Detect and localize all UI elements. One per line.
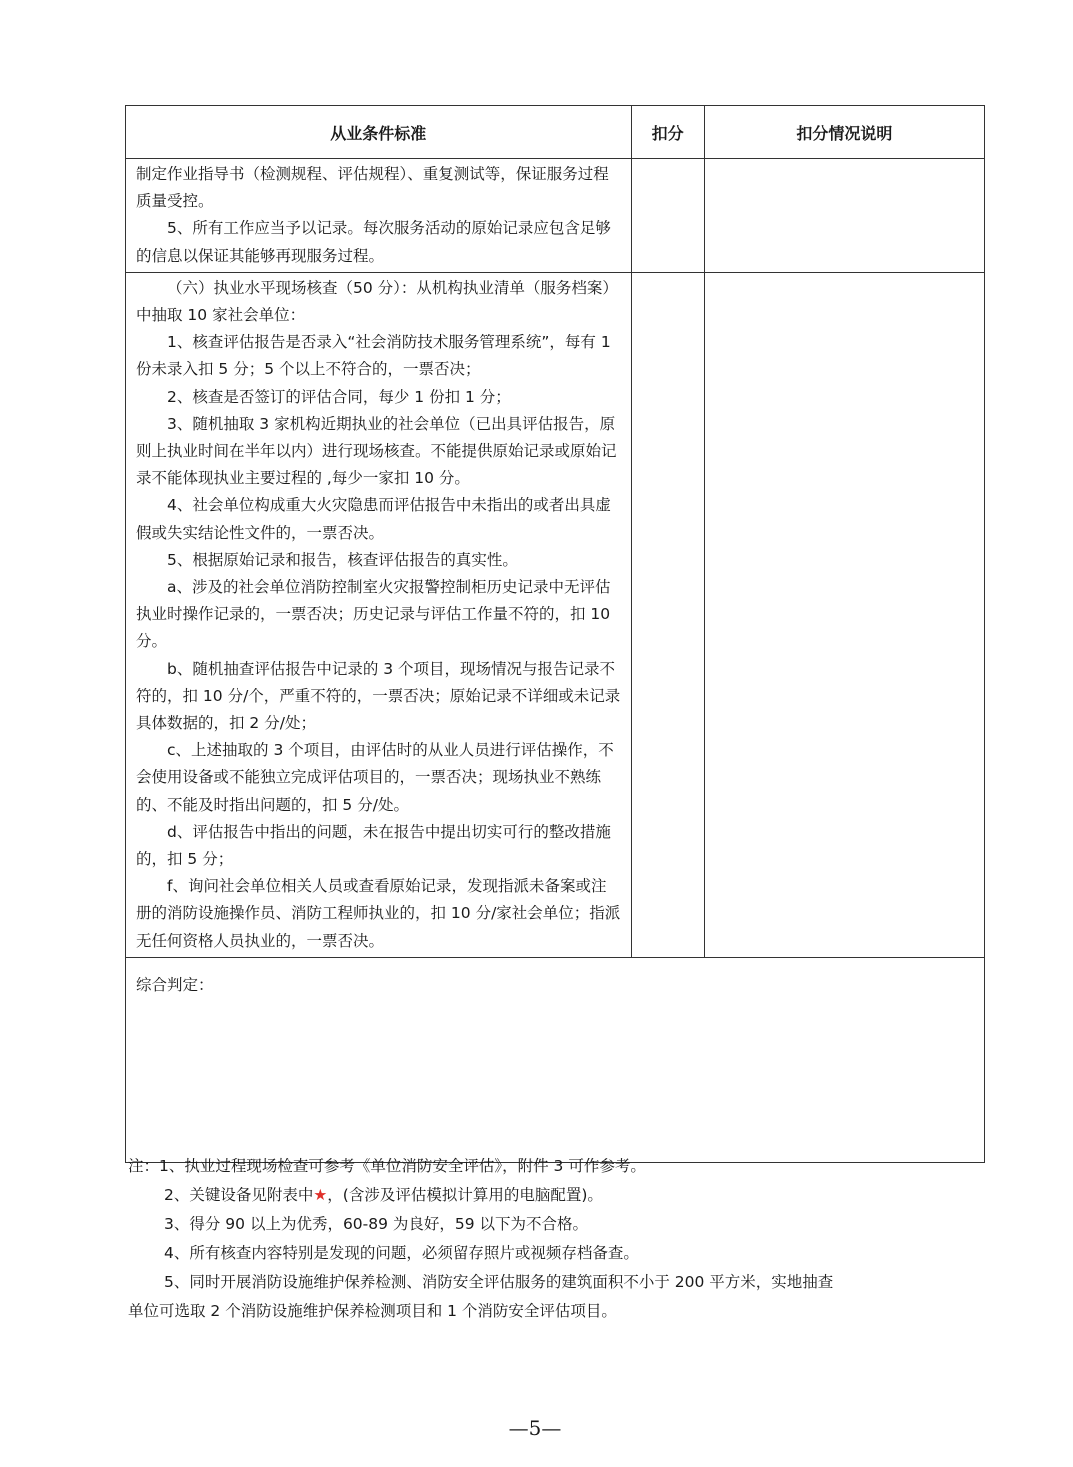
summary-row <box>126 957 985 1162</box>
standard-text: b、随机抽查评估报告中记录的 3 个项目，现场情况与报告记录不符的，扣 10 分/个，严重不符的，一票否决；原始记录不详细或未记录具体数据的，扣 2 分/处； <box>136 659 621 733</box>
header-explanation: 扣分情况说明 <box>704 106 984 159</box>
standard-cell <box>126 272 632 957</box>
table-header-row <box>126 106 985 159</box>
standard-text: f、询问社会单位相关人员或查看原始记录，发现指派未备案或注册的消防设施操作员、消防工程师执业的，扣 10 分/家社会单位；指派无任何资格人员执业的，一票否决。 <box>136 877 621 950</box>
page-number: —5— <box>508 1416 562 1440</box>
section-heading: （六）执业水平现场核查（50 分）：从机构执业清单（服务档案）中抽取 10 家社会单位： <box>136 278 618 325</box>
standard-text: c、上述抽取的 3 个项目，由评估时的从业人员进行评估操作，不会使用设备或不能独立完成评估项目的，一票否决；现场执业不熟练的、不能及时指出问题的，扣 5 分/处。 <box>136 741 614 814</box>
standard-text: d、评估报告中指出的问题，未在报告中提出切实可行的整改措施的，扣 5 分； <box>136 822 611 869</box>
standard-text: 2、核查是否签订的评估合同，每少 1 份扣 1 分； <box>167 387 511 406</box>
note-2-text: 2、关键设备见附表中 <box>164 1186 314 1204</box>
summary-cell <box>126 957 985 1162</box>
standard-text: 制定作业指导书（检测规程、评估规程）、重复测试等，保证服务过程质量受控。 <box>136 165 609 211</box>
note-3: 3、得分 90 以上为优秀，60-89 为良好，59 以下为不合格。 <box>164 1215 589 1233</box>
deduction-cell <box>631 159 704 273</box>
header-deduction: 扣分 <box>631 106 704 159</box>
standard-cell <box>126 159 632 273</box>
notes <box>128 1152 948 1326</box>
note-5-continued: 单位可选取 2 个消防设施维护保养检测项目和 1 个消防安全评估项目。 <box>128 1302 617 1320</box>
table-row <box>126 159 985 273</box>
standard-text: 3、随机抽取 3 家机构近期执业的社会单位（已出具评估报告，原则上执业时间在半年以内）进行现场核查。不能提供原始记录或原始记录不能体现执业主要过程的 ,每少一家扣 10 分。 <box>136 414 617 488</box>
deduction-cell <box>631 272 704 957</box>
standard-text: 5、所有工作应当予以记录。每次服务活动的原始记录应包含足够的信息以保证其能够再现服务过程。 <box>136 219 611 265</box>
note-1: 注：1、执业过程现场检查可参考《单位消防安全评估》，附件 3 可作参考。 <box>128 1157 646 1175</box>
note-4: 4、所有核查内容特别是发现的问题，必须留存照片或视频存档备查。 <box>164 1244 639 1262</box>
standard-text: a、涉及的社会单位消防控制室火灾报警控制柜历史记录中无评估执业时操作记录的，一票否决；历史记录与评估工作量不符的，扣 10 分。 <box>136 578 611 651</box>
note-5: 5、同时开展消防设施维护保养检测、消防安全评估服务的建筑面积不小于 200 平方米，实地抽查 <box>164 1273 834 1291</box>
header-standard: 从业条件标准 <box>126 106 632 159</box>
note-2 <box>128 1181 948 1210</box>
explanation-cell <box>704 272 984 957</box>
summary-label: 综合判定： <box>136 975 214 994</box>
standard-text: 4、社会单位构成重大火灾隐患而评估报告中未指出的或者出具虚假或失实结论性文件的，一票否决。 <box>136 496 611 542</box>
table-row <box>126 272 985 957</box>
note-2-text-cont: ，(含涉及评估模拟计算用的电脑配置)。 <box>327 1186 603 1204</box>
explanation-cell <box>704 159 984 273</box>
standard-text: 5、根据原始记录和报告，核查评估报告的真实性。 <box>167 550 518 569</box>
standard-text: 1、核查评估报告是否录入“社会消防技术服务管理系统”，每有 1 份未录入扣 5 分；5 个以上不符合的，一票否决； <box>136 333 611 379</box>
standards-table <box>125 105 985 1163</box>
star-icon: ★ <box>313 1186 328 1204</box>
